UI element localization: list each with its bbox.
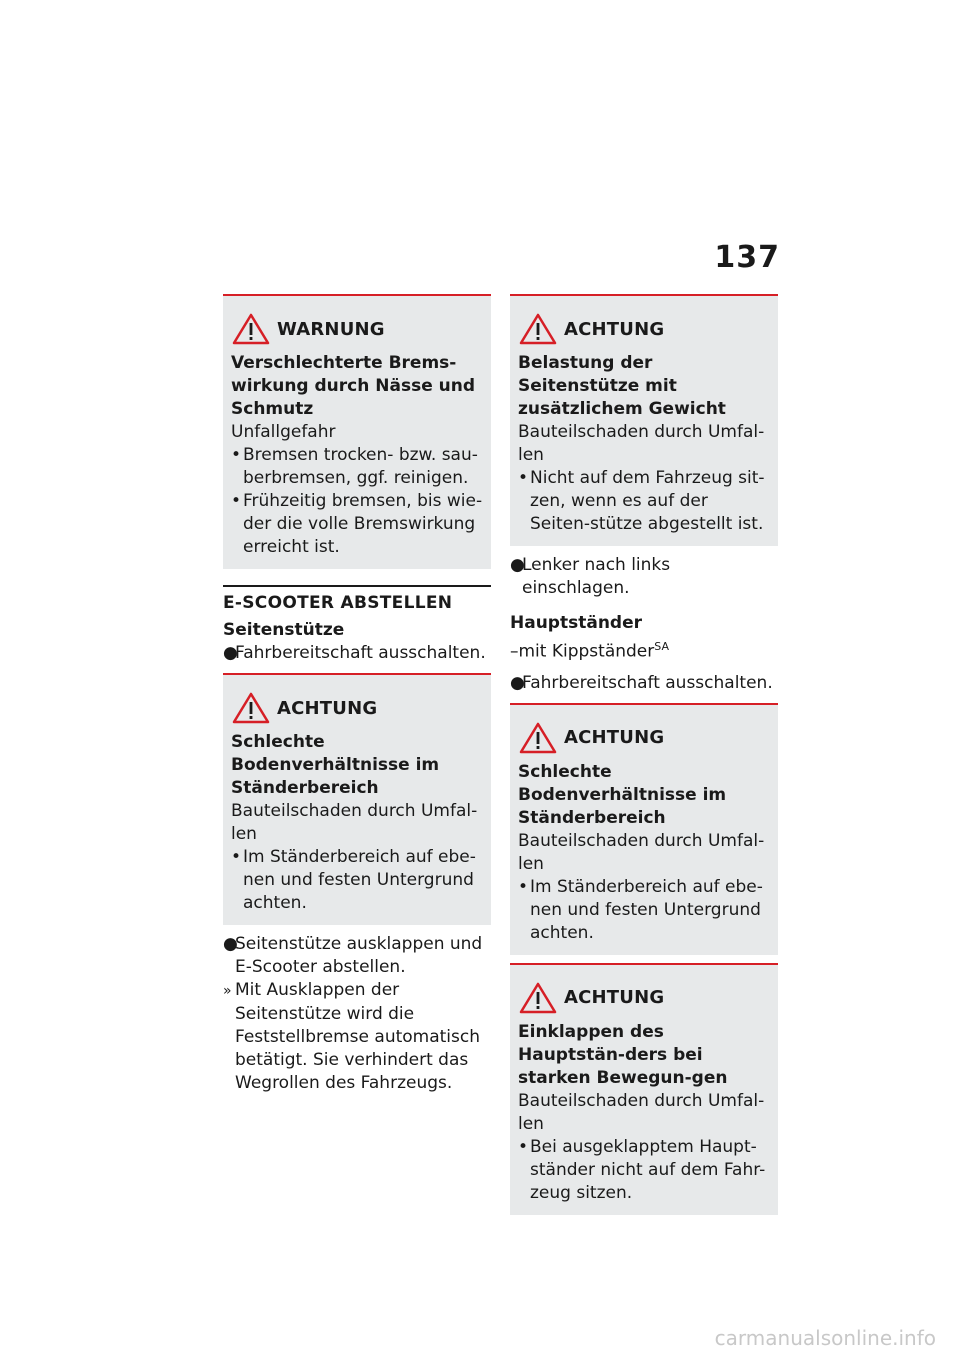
variant-note bbox=[510, 635, 778, 664]
caution-list bbox=[231, 846, 483, 915]
step-text: Seitenstütze ausklappen und E-Scooter abstellen. bbox=[235, 934, 483, 977]
step-bullet-icon: ● bbox=[223, 934, 238, 954]
result-arrow-icon: » bbox=[223, 983, 232, 999]
step-item bbox=[223, 933, 491, 979]
caution-box-header bbox=[518, 981, 770, 1015]
watermark: carmanualsonline.info bbox=[714, 1326, 936, 1350]
step-item bbox=[510, 554, 778, 600]
list-item: • Bei ausgeklapptem Haupt-ständer nicht auf dem Fahr-zeug sitzen. bbox=[518, 1136, 770, 1205]
warning-box-header bbox=[231, 312, 483, 346]
caution-title: ACHTUNG bbox=[277, 697, 378, 719]
warning-triangle-icon bbox=[518, 312, 558, 346]
caution-text: Bauteilschaden durch Umfal-len bbox=[518, 830, 765, 874]
warning-triangle-icon bbox=[231, 312, 271, 346]
step-text: Fahrbereitschaft ausschalten. bbox=[522, 672, 773, 693]
caution-box bbox=[510, 963, 778, 1215]
step-item bbox=[223, 642, 491, 665]
list-item: • Im Ständerbereich auf ebe-nen und festen Untergrund achten. bbox=[231, 846, 483, 915]
warning-list bbox=[231, 444, 483, 559]
step-text: Lenker nach links einschlagen. bbox=[522, 555, 671, 598]
list-item: • Im Ständerbereich auf ebe-nen und festen Untergrund achten. bbox=[518, 876, 770, 945]
warning-triangle-icon bbox=[518, 721, 558, 755]
warning-subtitle: Verschlechterte Brems-wirkung durch Nässe und Schmutz bbox=[231, 353, 476, 419]
right-column bbox=[510, 294, 778, 1223]
caution-box bbox=[223, 673, 491, 925]
caution-text: Bauteilschaden durch Umfal-len bbox=[231, 801, 478, 844]
step-bullet-icon: ● bbox=[510, 555, 525, 575]
warning-text: Unfallgefahr bbox=[231, 422, 336, 442]
list-item: • Nicht auf dem Fahrzeug sit-zen, wenn es auf der Seiten-stütze abgestellt ist. bbox=[518, 467, 770, 536]
caution-text: Bauteilschaden durch Umfal-len bbox=[518, 422, 765, 465]
caution-subtitle: Schlechte Bodenverhältnisse im Ständerbereich bbox=[231, 732, 440, 798]
caution-box-header bbox=[518, 312, 770, 346]
section-title: E-SCOOTER ABSTELLEN bbox=[223, 585, 491, 613]
caution-box bbox=[510, 703, 778, 955]
list-item: • Bremsen trocken- bzw. sau-berbremsen, ggf. reinigen. bbox=[231, 444, 483, 490]
result-item bbox=[223, 979, 491, 1095]
step-bullet-icon: ● bbox=[223, 643, 238, 663]
subheading-hauptstaender: Hauptständer bbox=[510, 613, 642, 633]
subheading-seitenstuetze: Seitenstütze bbox=[223, 620, 345, 640]
result-text: Mit Ausklappen der Seitenstütze wird die Feststellbremse automatisch betätigt. Sie verhindert das Wegrollen des Fahrzeugs. bbox=[235, 980, 481, 1093]
caution-text: Bauteilschaden durch Umfal-len bbox=[518, 1090, 765, 1134]
caution-title: ACHTUNG bbox=[564, 987, 665, 1009]
caution-list bbox=[518, 876, 770, 945]
step-bullet-icon: ● bbox=[510, 672, 525, 693]
step-item bbox=[510, 672, 778, 695]
step-text: Fahrbereitschaft ausschalten. bbox=[235, 643, 486, 663]
warning-box bbox=[223, 294, 491, 569]
variant-sup: SA bbox=[654, 640, 669, 653]
list-item: • Frühzeitig bremsen, bis wie-der die volle Bremswirkung erreicht ist. bbox=[231, 490, 483, 559]
caution-subtitle: Einklappen des Hauptstän-ders bei starken Bewegun-gen bbox=[518, 1021, 728, 1088]
caution-subtitle: Schlechte Bodenverhältnisse im Ständerbereich bbox=[518, 761, 727, 828]
warning-triangle-icon bbox=[518, 981, 558, 1015]
warning-title: WARNUNG bbox=[277, 318, 385, 340]
caution-title: ACHTUNG bbox=[564, 318, 665, 340]
caution-box-header bbox=[518, 721, 770, 755]
caution-box bbox=[510, 294, 778, 546]
page-number: 137 bbox=[714, 240, 780, 275]
variant-text: –mit Kippständer bbox=[510, 641, 655, 662]
caution-box-header bbox=[231, 691, 483, 725]
caution-subtitle: Belastung der Seitenstütze mit zusätzlichem Gewicht bbox=[518, 353, 726, 419]
caution-list bbox=[518, 467, 770, 536]
left-column bbox=[223, 294, 491, 1095]
caution-title: ACHTUNG bbox=[564, 727, 665, 749]
caution-list bbox=[518, 1136, 770, 1205]
warning-triangle-icon bbox=[231, 691, 271, 725]
